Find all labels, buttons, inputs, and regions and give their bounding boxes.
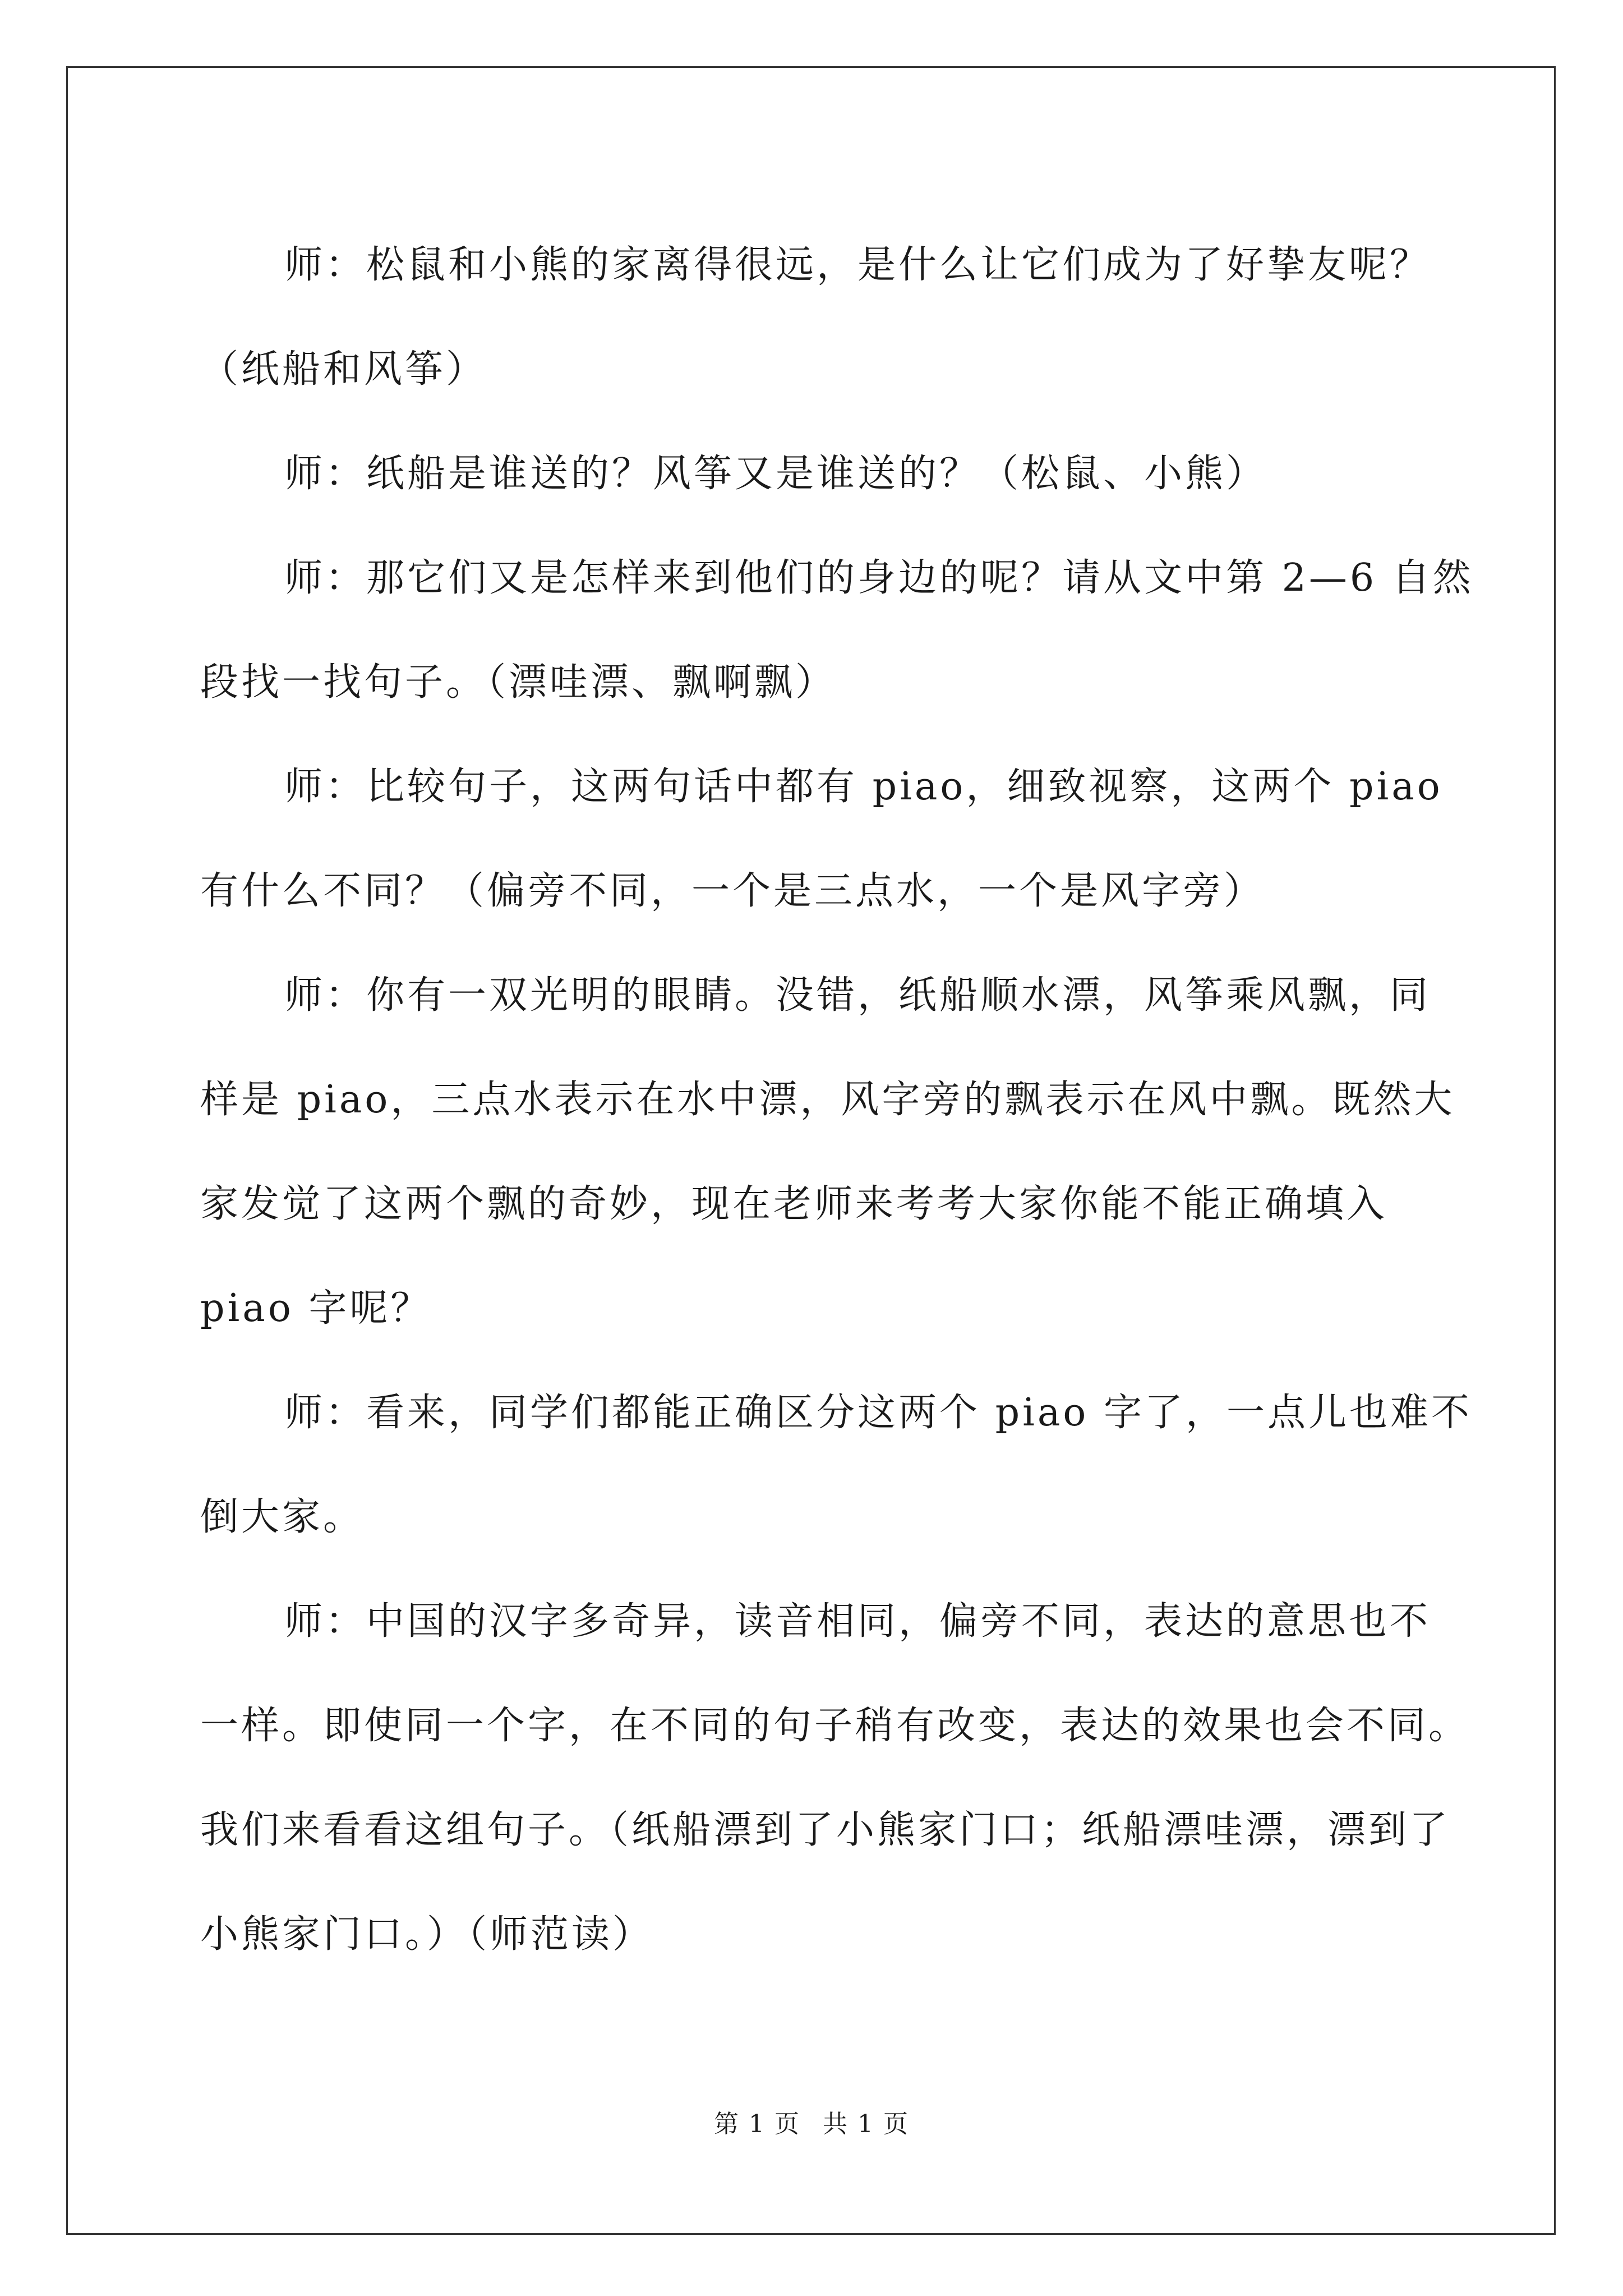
paragraph-line: 段找一找句子。（漂哇漂、飘啊飘）: [200, 660, 837, 705]
paragraph-line: 倒大家。: [200, 1495, 365, 1539]
paragraph: [200, 526, 1474, 735]
paragraph-line: （纸船和风筝）: [200, 347, 487, 392]
paragraph: [200, 735, 1443, 944]
paragraph: [200, 1361, 1472, 1570]
paragraph-line: piao 字呢？: [200, 1286, 432, 1331]
paragraph-line: 一样。即使同一个字，在不同的句子稍有改变，表达的效果也会不同。: [200, 1704, 1470, 1748]
paragraph: [200, 944, 1455, 1361]
paragraph-line: 师：中国的汉字多奇异，读音相同，偏旁不同，表达的意思也不: [284, 1599, 1431, 1644]
paragraph: [200, 1570, 1470, 1987]
page-total: 共 1 页: [823, 2110, 909, 2138]
paragraph-line: 我们来看看这组句子。（纸船漂到了小熊家门口；纸船漂哇漂，漂到了: [200, 1808, 1451, 1852]
paragraph-line: 样是 piao，三点水表示在水中漂，风字旁的飘表示在风中飘。既然大: [200, 1078, 1455, 1122]
paragraph-line: 师：你有一双光明的眼睛。没错，纸船顺水漂，风筝乘风飘，同: [284, 973, 1431, 1018]
paragraph-line: 师：松鼠和小熊的家离得很远，是什么让它们成为了好挚友呢？: [284, 243, 1431, 287]
paragraph-line: 家发觉了这两个飘的奇妙，现在老师来考考大家你能不能正确填入: [200, 1182, 1388, 1226]
page-number: 第 1 页: [714, 2110, 800, 2138]
paragraph-line: 师：看来，同学们都能正确区分这两个 piao 字了，一点儿也难不: [284, 1391, 1472, 1435]
paragraph: [200, 422, 1434, 526]
document-body: [200, 213, 1474, 1987]
paragraph-line: 师：那它们又是怎样来到他们的身边的呢？请从文中第 2—6 自然: [284, 556, 1474, 600]
paragraph: [200, 213, 1434, 422]
paragraph-line: 有什么不同？（偏旁不同，一个是三点水，一个是风字旁）: [200, 869, 1265, 913]
paragraph-line: 师：比较句子，这两句话中都有 piao，细致视察，这两个 piao: [284, 765, 1443, 809]
page-footer: [0, 2104, 1623, 2139]
paragraph-line: 小熊家门口。）（师范读）: [200, 1912, 654, 1957]
paragraph-line: 师：纸船是谁送的？风筝又是谁送的？（松鼠、小熊）: [284, 452, 1267, 496]
